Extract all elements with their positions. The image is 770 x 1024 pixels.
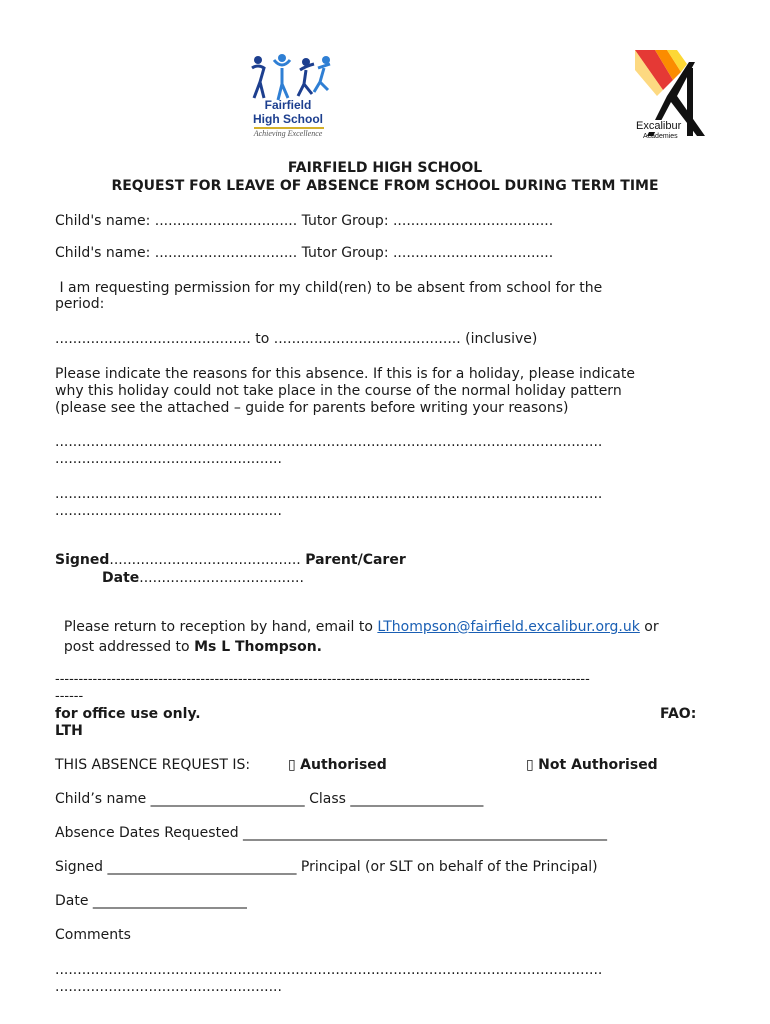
signed-label: Signed (55, 552, 110, 568)
logo-line2: High School (253, 112, 323, 126)
return-text: Please return to reception by hand, email to (63, 619, 378, 635)
date-label: Date (102, 570, 140, 586)
return-post-text: post addressed to (63, 639, 195, 655)
date-field[interactable]: ..................................... (139, 570, 304, 586)
reasons-text-line1: Please indicate the reasons for this absence. If this is for a holiday, please indicate (55, 366, 635, 382)
period-line[interactable]: ............................................ to .......................................... (inclusive) (55, 331, 538, 347)
return-line2 (55, 623, 322, 655)
not-authorised-option[interactable] (526, 757, 658, 773)
office-date-line[interactable]: Date ______________________ (55, 893, 247, 909)
office-absence-dates-line[interactable]: Absence Dates Requested ____________________________________________________ (55, 825, 608, 841)
email-link[interactable]: LThompson@fairfield.excalibur.org.uk (377, 619, 640, 635)
not-authorised-label: Not Authorised (538, 757, 658, 773)
reasons-dots-4[interactable]: ................................................... (55, 503, 282, 519)
date-row (102, 570, 304, 586)
office-signed-line[interactable]: Signed ___________________________ Principal (or SLT on behalf of the Principal) (55, 859, 598, 875)
reasons-dots-2[interactable]: ................................................... (55, 451, 282, 467)
child-name-line-1[interactable]: Child's name: ................................ Tutor Group: .................................... (55, 213, 554, 229)
comments-label: Comments (55, 927, 131, 943)
comments-dots-2[interactable]: ................................................... (55, 979, 282, 995)
office-childs-name-line[interactable]: Child’s name ______________________ Class ___________________ (55, 791, 484, 807)
school-title: FAIRFIELD HIGH SCHOOL (287, 160, 483, 176)
parent-carer-label: Parent/Carer (305, 552, 406, 568)
signed-field[interactable]: ........................................... (109, 552, 306, 568)
office-use-label: for office use only. (55, 706, 201, 722)
request-text-line1: I am requesting permission for my child(ren) to be absent from school for the (55, 280, 603, 296)
excalibur-name: Excalibur (636, 120, 682, 132)
reasons-dots-1[interactable]: ........................................................................................................................... (55, 434, 603, 450)
signed-row (55, 552, 406, 568)
reasons-text-line2: why this holiday could not take place in the course of the normal holiday pattern (55, 383, 622, 399)
excalibur-sub: Academies (643, 133, 678, 140)
section-divider-tail: ------ (55, 689, 84, 704)
reasons-dots-3[interactable]: ........................................................................................................................... (55, 486, 603, 502)
reasons-text-line3: (please see the attached – guide for parents before writing your reasons) (55, 400, 569, 416)
not-authorised-checkbox-icon[interactable]: ▯ (526, 757, 534, 773)
recipient-name: Ms L Thompson. (194, 639, 322, 655)
return-or: or (639, 619, 659, 635)
fairfield-figures-icon (244, 50, 336, 105)
form-title: REQUEST FOR LEAVE OF ABSENCE FROM SCHOOL DURING TERM TIME (111, 178, 659, 194)
excalibur-logo (633, 50, 715, 140)
logo-line1: Fairfield (264, 98, 312, 112)
fairfield-logo (244, 50, 336, 140)
child-name-line-2[interactable]: Child's name: ................................ Tutor Group: .................................... (55, 245, 554, 261)
authorised-option[interactable] (288, 757, 387, 773)
authorised-checkbox-icon[interactable]: ▯ (288, 757, 296, 773)
request-text-line2: period: (55, 296, 105, 312)
authorised-label: Authorised (300, 757, 387, 773)
logo-tagline: Achieving Excellence (253, 129, 323, 138)
lth-label: LTH (55, 723, 83, 739)
fao-label: FAO: (660, 706, 697, 722)
comments-dots-1[interactable]: ........................................................................................................................... (55, 962, 603, 978)
absence-request-label: THIS ABSENCE REQUEST IS: (55, 757, 251, 773)
section-divider: ------------------------------------------------------------------------------------------------------------------ (55, 672, 590, 687)
